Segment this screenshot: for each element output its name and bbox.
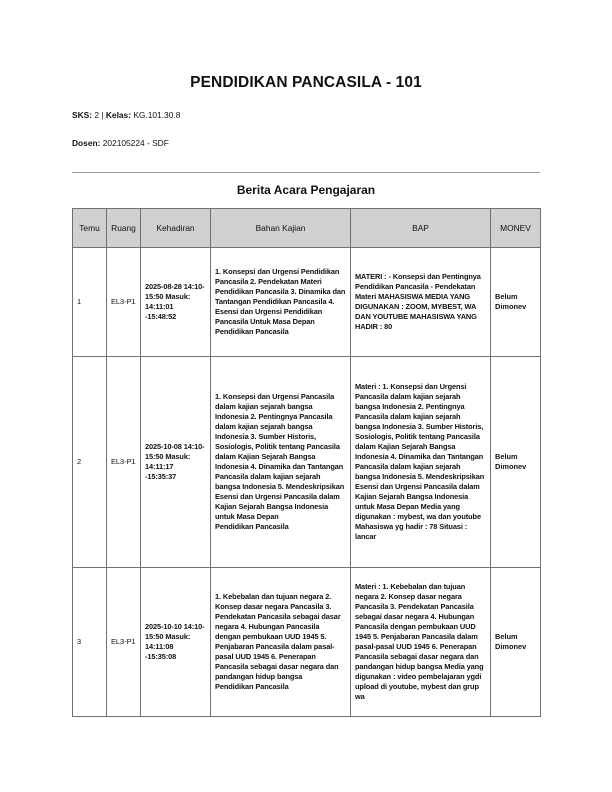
cell-temu: 2 (73, 357, 107, 568)
lecturer-info (72, 138, 169, 148)
cell-bahan-kajian: 1. Konsepsi dan Urgensi Pendidikan Pancasila 2. Pendekatan Materi Pendidikan Pancasila 3. Dinamika dan Tantangan Pendidikan Pancasila 4. Esensi dan Urgensi Pendidikan Pancasila Untuk Masa Depan Pendidikan Pancasila (211, 248, 351, 357)
divider (72, 172, 540, 173)
course-info (72, 110, 180, 120)
cell-ruang: EL3-P1 (107, 357, 141, 568)
cell-bap: Materi : 1. Konsepsi dan Urgensi Pancasila dalam kajian sejarah bangsa Indonesia 2. Pentingnya Pancasila dalam kajian sejarah bangsa Indonesia 3. Sumber Historis, Sosiologis, Politik tentang Pancasila dalam Kajian Sejarah Bangsa Indonesia 4. Dinamika dan Tantangan Pancasila dalam kajian sejarah bangsa Indonesia 5. Mendeskripsikan Esensi dan Urgensi Pancasila dalam Kajian Sejarah Bangsa Indonesia untuk Masa Depan Media yang digunakan : mybest, wa dan youtube Mahasiswa yg hadir : 78 Situasi : lancar (351, 357, 491, 568)
cell-kehadiran: 2025-10-08 14:10-15:50 Masuk: 14:11:17 -15:35:37 (141, 357, 211, 568)
cell-bap: MATERI : - Konsepsi dan Pentingnya Pendidikan Pancasila - Pendekatan Materi MAHASISWA MEDIA YANG DIGUNAKAN : ZOOM, MYBEST, WA DAN YOUTUBE MAHASISWA YANG HADIR : 80 (351, 248, 491, 357)
page-title: PENDIDIKAN PANCASILA - 101 (190, 74, 422, 91)
cell-monev: Belum Dimonev (491, 568, 541, 717)
dosen-value: 202105224 - SDF (102, 138, 169, 148)
table-header-row (73, 209, 541, 248)
header-ruang: Ruang (107, 209, 141, 248)
separator: | (101, 110, 104, 120)
cell-monev: Belum Dimonev (491, 357, 541, 568)
kelas-label: Kelas: (105, 110, 131, 120)
table-row (73, 568, 541, 717)
cell-ruang: EL3-P1 (107, 248, 141, 357)
cell-kehadiran: 2025-10-10 14:10-15:50 Masuk: 14:11:08 -15:35:08 (141, 568, 211, 717)
cell-ruang: EL3-P1 (107, 568, 141, 717)
cell-temu: 1 (73, 248, 107, 357)
header-monev: MONEV (491, 209, 541, 248)
table-row (73, 357, 541, 568)
table-row (73, 248, 541, 357)
sks-value: 2 (94, 110, 100, 120)
teaching-record-table (72, 208, 541, 717)
section-title: Berita Acara Pengajaran (236, 183, 376, 197)
cell-kehadiran: 2025-08-28 14:10-15:50 Masuk: 14:11:01 -15:48:52 (141, 248, 211, 357)
cell-bap: Materi : 1. Kebebalan dan tujuan negara 2. Konsep dasar negara Pancasila 3. Pendekatan Pancasila sebagai dasar negara 4. Hubungan Pancasila dengan pembukaan UUD 1945 5. Penjabaran Pancasila dalam pasal-pasal UUD 1945 6. Penerapan Pancasila sebagai dasar negara dan pandangan hidup bangsa Media yang digunakan : video pembelajaran ygdi upload di youtube, mybest dan grup wa (351, 568, 491, 717)
header-kehadiran: Kehadiran (141, 209, 211, 248)
cell-bahan-kajian: 1. Kebebalan dan tujuan negara 2. Konsep dasar negara Pancasila 3. Pendekatan Pancasila sebagai dasar negara 4. Hubungan Pancasila dengan pembukaan UUD 1945 5. Penjabaran Pancasila dalam pasal-pasal UUD 1945 6. Penerapan Pancasila sebagai dasar negara dan pandangan hidup bangsa Pendidikan Pancasila (211, 568, 351, 717)
cell-monev: Belum Dimonev (491, 248, 541, 357)
header-temu: Temu (73, 209, 107, 248)
dosen-label: Dosen: (72, 138, 101, 148)
cell-bahan-kajian: 1. Konsepsi dan Urgensi Pancasila dalam kajian sejarah bangsa Indonesia 2. Pentingnya Pancasila dalam kajian sejarah bangsa Indonesia 3. Sumber Historis, Sosiologis, Politik tentang Pancasila dalam Kajian Sejarah Bangsa Indonesia 4. Dinamika dan Tantangan Pancasila dalam kajian sejarah bangsa Indonesia 5. Mendeskripsikan Esensi dan Urgensi Pancasila dalam Kajian Sejarah Bangsa Indonesia untuk Masa Depan Pendidikan Pancasila (211, 357, 351, 568)
header-bahan-kajian: Bahan Kajian (211, 209, 351, 248)
kelas-value: KG.101.30.8 (133, 110, 181, 120)
cell-temu: 3 (73, 568, 107, 717)
sks-label: SKS: (72, 110, 93, 120)
header-bap: BAP (351, 209, 491, 248)
